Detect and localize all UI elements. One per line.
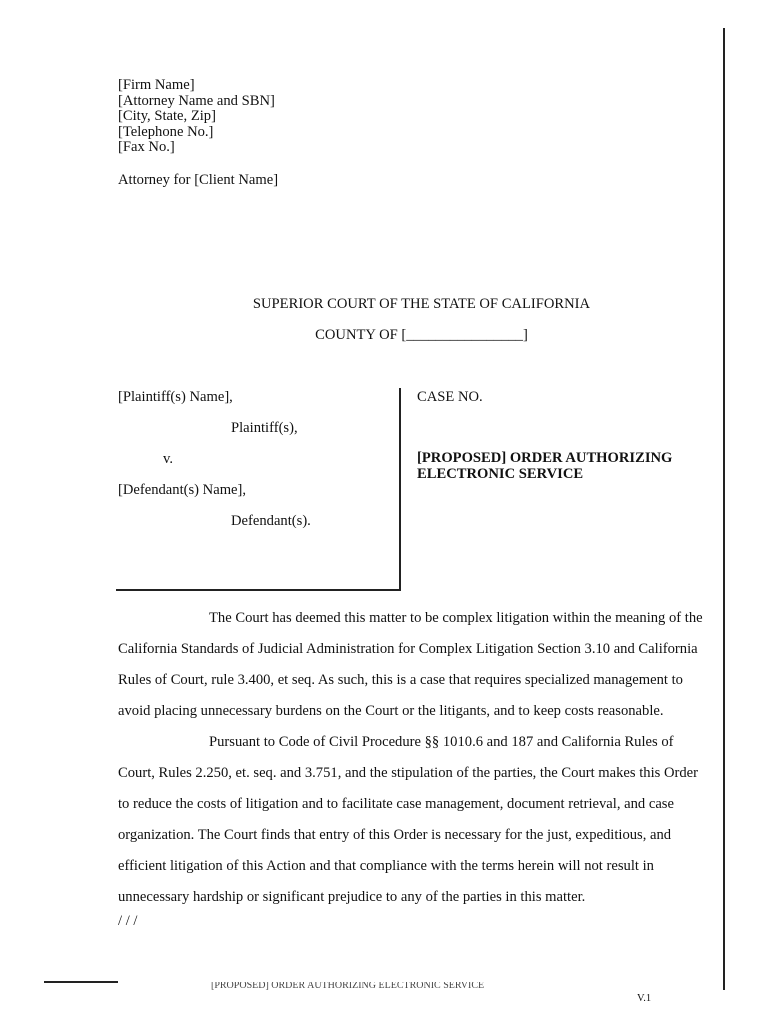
defendant-name: [Defendant(s) Name],: [118, 482, 247, 498]
defendant-role: Defendant(s).: [231, 513, 311, 529]
county-line: COUNTY OF [________________]: [315, 327, 528, 343]
attorney-name-sbn: [Attorney Name and SBN]: [118, 92, 275, 109]
document-title-line: [PROPOSED] ORDER AUTHORIZING: [417, 450, 673, 466]
body-line: Pursuant to Code of Civil Procedure §§ 1010.6 and 187 and California Rules of: [209, 734, 674, 750]
order-body: [118, 603, 722, 913]
continuation-mark: / / /: [118, 913, 138, 929]
caption-vertical-rule: [399, 388, 401, 590]
city-state-zip: [City, State, Zip]: [118, 108, 216, 125]
versus-label: v.: [163, 451, 173, 467]
plaintiff-role: Plaintiff(s),: [231, 420, 298, 436]
attorney-for-client: Attorney for [Client Name]: [118, 172, 279, 188]
firm-name: [Firm Name]: [118, 77, 195, 93]
body-line: unnecessary hardship or significant prejudice to any of the parties in this matter.: [118, 889, 586, 905]
caption-horizontal-rule: [116, 589, 401, 591]
telephone-number: [Telephone No.]: [118, 123, 214, 140]
case-number-label: CASE NO.: [417, 389, 483, 405]
body-line: Rules of Court, rule 3.400, et seq. As such, this is a case that requires specialized management to: [118, 672, 683, 688]
body-line: avoid placing unnecessary burdens on the Court or the litigants, and to keep costs reasonable.: [118, 703, 664, 719]
body-line: organization. The Court finds that entry of this Order is necessary for the just, expeditious, and: [118, 827, 672, 843]
document-title-line: ELECTRONIC SERVICE: [417, 465, 584, 482]
body-line: Court, Rules 2.250, et. seq. and 3.751, and the stipulation of the parties, the Court makes this Order: [118, 765, 699, 781]
footer-rule: [44, 981, 118, 983]
fax-number: [Fax No.]: [118, 139, 175, 156]
body-line: efficient litigation of this Action and that compliance with the terms herein will not result in: [118, 858, 654, 874]
document-title: [417, 451, 672, 482]
footer-document-title: [PROPOSED] ORDER AUTHORIZING ELECTRONIC SERVICE: [211, 982, 485, 990]
right-margin-rule: [723, 28, 725, 990]
plaintiff-name: [Plaintiff(s) Name],: [118, 389, 233, 405]
version-label: V.1: [637, 993, 652, 1004]
body-line: The Court has deemed this matter to be complex litigation within the meaning of the: [209, 610, 703, 626]
body-line: to reduce the costs of litigation and to facilitate case management, document retrieval, and case: [118, 796, 674, 812]
body-line: California Standards of Judicial Administration for Complex Litigation Section 3.10 and California: [118, 641, 698, 657]
court-title: SUPERIOR COURT OF THE STATE OF CALIFORNIA: [252, 296, 591, 312]
attorney-header-block: [118, 78, 275, 156]
